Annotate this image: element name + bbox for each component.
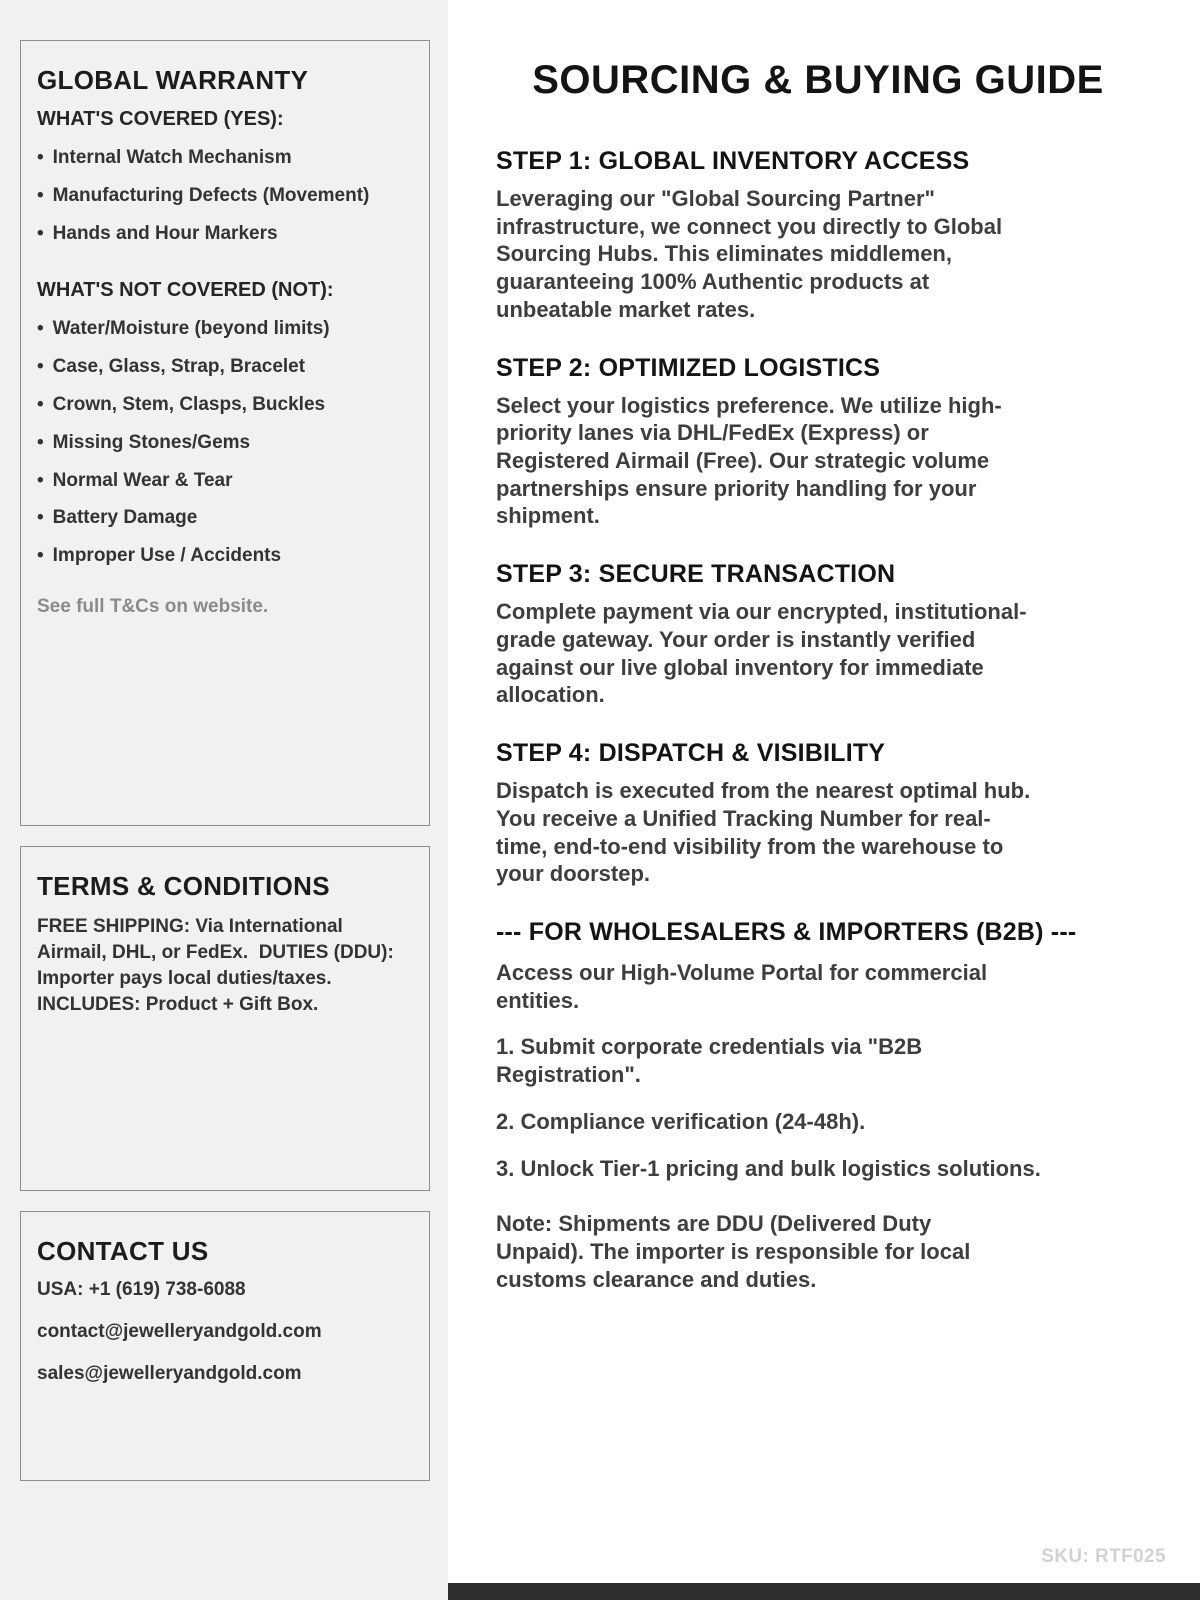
- step-2-heading: STEP 2: OPTIMIZED LOGISTICS: [496, 353, 881, 382]
- list-item: • Manufacturing Defects (Movement): [37, 185, 413, 208]
- terms-body: FREE SHIPPING: Via International Airmail, DHL, or FedEx. DUTIES (DDU): Importer pays local duties/taxes. INCLUDES: Product + Gift Box.: [37, 916, 400, 1016]
- list-item: • Crown, Stem, Clasps, Buckles: [37, 394, 413, 417]
- not-covered-heading: WHAT'S NOT COVERED (NOT):: [37, 279, 334, 302]
- list-item: • Improper Use / Accidents: [37, 545, 413, 568]
- bottom-bar: [448, 1583, 1200, 1600]
- step-1-body: Leveraging our "Global Sourcing Partner" infrastructure, we connect you directly to Global Sourcing Hubs. This eliminates middlemen, guaranteeing 100% Authentic products at unbeatable market rates.: [496, 186, 1003, 322]
- step-1: [496, 147, 1140, 324]
- b2b-heading: --- FOR WHOLESALERS & IMPORTERS (B2B) ---: [496, 917, 1077, 946]
- contact-title: CONTACT US: [37, 1236, 209, 1266]
- b2b-item-2: 2. Compliance verification (24-48h).: [496, 1108, 866, 1134]
- contact-phone: USA: +1 (619) 738-6088: [37, 1279, 246, 1300]
- step-3-body: Complete payment via our encrypted, institutional-grade gateway. Your order is instantly verified against our live global inventory for immediate allocation.: [496, 599, 1027, 708]
- b2b-item-3: 3. Unlock Tier-1 pricing and bulk logistics solutions.: [496, 1155, 1041, 1181]
- b2b-section: [496, 918, 1140, 1293]
- not-covered-list: [37, 318, 413, 568]
- b2b-item-1: 1. Submit corporate credentials via "B2B Registration".: [496, 1034, 923, 1088]
- terms-title: TERMS & CONDITIONS: [37, 871, 330, 901]
- sidebar: [0, 0, 448, 1600]
- list-item: • Internal Watch Mechanism: [37, 147, 413, 170]
- step-3-heading: STEP 3: SECURE TRANSACTION: [496, 560, 896, 589]
- warranty-footnote: See full T&Cs on website.: [37, 595, 269, 617]
- main-content: [448, 0, 1200, 1600]
- b2b-note: Note: Shipments are DDU (Delivered Duty Unpaid). The importer is responsible for local customs clearance and duties.: [496, 1211, 971, 1292]
- list-item: • Battery Damage: [37, 507, 413, 530]
- contact-email: contact@jewelleryandgold.com: [37, 1321, 322, 1342]
- step-2-body: Select your logistics preference. We utilize high-priority lanes via DHL/FedEx (Express) or Registered Airmail (Free). Our strategic volume partnerships ensure priority handling for your shipment.: [496, 392, 1002, 529]
- page-title: SOURCING & BUYING GUIDE: [532, 58, 1104, 102]
- list-item: • Normal Wear & Tear: [37, 470, 413, 493]
- step-1-heading: STEP 1: GLOBAL INVENTORY ACCESS: [496, 147, 970, 175]
- covered-list: [37, 147, 413, 245]
- step-4-heading: STEP 4: DISPATCH & VISIBILITY: [496, 739, 886, 768]
- list-item: • Water/Moisture (beyond limits): [37, 318, 413, 341]
- step-4: [496, 739, 1140, 888]
- terms-box: [20, 846, 430, 1191]
- step-4-body: Dispatch is executed from the nearest optimal hub. You receive a Unified Tracking Number for real-time, end-to-end visibility from the warehouse to your doorstep.: [496, 778, 1031, 887]
- contact-email-sales: sales@jewelleryandgold.com: [37, 1363, 302, 1384]
- covered-heading: WHAT'S COVERED (YES):: [37, 108, 284, 130]
- list-item: • Case, Glass, Strap, Bracelet: [37, 356, 413, 379]
- list-item: • Hands and Hour Markers: [37, 223, 413, 246]
- step-3: [496, 560, 1140, 709]
- sku-label: SKU: RTF025: [1041, 1546, 1166, 1567]
- warranty-box: [20, 40, 430, 826]
- warranty-title: GLOBAL WARRANTY: [37, 65, 309, 95]
- list-item: • Missing Stones/Gems: [37, 432, 413, 455]
- b2b-intro: Access our High-Volume Portal for commercial entities.: [496, 959, 988, 1013]
- step-2: [496, 354, 1140, 531]
- contact-box: [20, 1211, 430, 1481]
